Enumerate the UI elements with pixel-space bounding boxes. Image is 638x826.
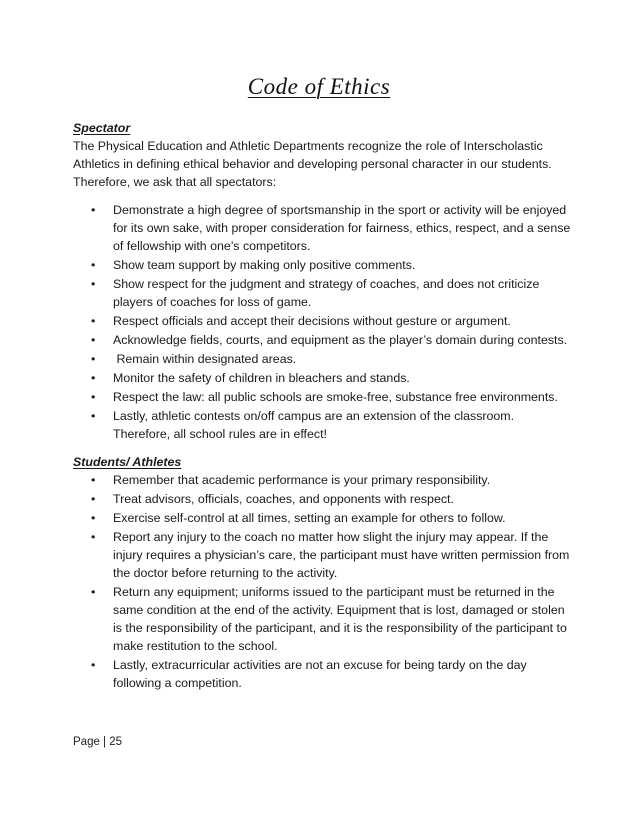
list-item — [73, 509, 573, 527]
students-list — [73, 471, 573, 692]
list-item — [73, 369, 573, 387]
list-item-text: Treat advisors, officials, coaches, and opponents with respect. — [113, 492, 454, 506]
bullet-icon: • — [91, 352, 96, 366]
list-item — [73, 201, 573, 255]
list-item — [73, 407, 573, 443]
students-heading: Students/ Athletes — [73, 455, 182, 469]
bullet-icon: • — [91, 530, 96, 544]
bullet-icon: • — [91, 314, 96, 328]
list-item-text: Show respect for the judgment and strategy of coaches, and does not criticize players of coaches for loss of game. — [113, 277, 540, 309]
list-item — [73, 388, 573, 406]
bullet-icon: • — [91, 203, 96, 217]
list-item — [73, 528, 573, 582]
list-item-text: Report any injury to the coach no matter how slight the injury may appear. If the injury requires a physician’s care, the participant must have written permission from the doctor before returning to the activity. — [113, 530, 570, 580]
list-item-text: Lastly, extracurricular activities are not an excuse for being tardy on the day following a competition. — [113, 658, 527, 690]
list-item-text: Acknowledge fields, courts, and equipment as the player’s domain during contests. — [113, 333, 568, 347]
bullet-icon: • — [91, 658, 96, 672]
list-item — [73, 275, 573, 311]
list-item — [73, 490, 573, 508]
list-item-text: Demonstrate a high degree of sportsmanship in the sport or activity will be enjoyed for its own sake, with proper consideration for fairness, ethics, respect, and a sense of fellowship with one’s competitors. — [113, 203, 571, 253]
page-title: Code of Ethics — [247, 74, 391, 99]
bullet-icon: • — [91, 511, 96, 525]
bullet-icon: • — [91, 333, 96, 347]
page-number: Page | 25 — [73, 736, 123, 748]
list-item — [73, 256, 573, 274]
list-item — [73, 471, 573, 489]
list-item-text: Respect the law: all public schools are smoke-free, substance free environments. — [113, 390, 558, 404]
bullet-icon: • — [91, 492, 96, 506]
list-item — [73, 583, 573, 655]
list-item — [73, 312, 573, 330]
list-item — [73, 331, 573, 349]
spectator-intro: The Physical Education and Athletic Departments recognize the role of Interscholastic Athletics in defining ethical behavior and developing personal character in our students. Therefore, we ask that all spectators: — [73, 139, 552, 189]
bullet-icon: • — [91, 585, 96, 599]
bullet-icon: • — [91, 258, 96, 272]
document-body — [73, 119, 573, 702]
list-item-text: Lastly, athletic contests on/off campus are an extension of the classroom. Therefore, all school rules are in effect! — [113, 409, 515, 441]
spectator-heading: Spectator — [73, 121, 131, 135]
list-item-text: Remember that academic performance is your primary responsibility. — [113, 473, 491, 487]
bullet-icon: • — [91, 390, 96, 404]
list-item-text: Respect officials and accept their decisions without gesture or argument. — [113, 314, 511, 328]
bullet-icon: • — [91, 409, 96, 423]
list-item-text: Exercise self-control at all times, setting an example for others to follow. — [113, 511, 506, 525]
list-item — [73, 350, 573, 368]
bullet-icon: • — [91, 371, 96, 385]
spectator-list — [73, 201, 573, 443]
list-item-text: Remain within designated areas. — [113, 352, 297, 366]
list-item-text: Show team support by making only positive comments. — [113, 258, 416, 272]
list-item-text: Monitor the safety of children in bleachers and stands. — [113, 371, 410, 385]
list-item-text: Return any equipment; uniforms issued to the participant must be returned in the same condition at the end of the activity. Equipment that is lost, damaged or stolen is the responsibility of the participant, and it is the responsibility of the participant to make restitution to the school. — [113, 585, 567, 653]
bullet-icon: • — [91, 277, 96, 291]
list-item — [73, 656, 573, 692]
bullet-icon: • — [91, 473, 96, 487]
